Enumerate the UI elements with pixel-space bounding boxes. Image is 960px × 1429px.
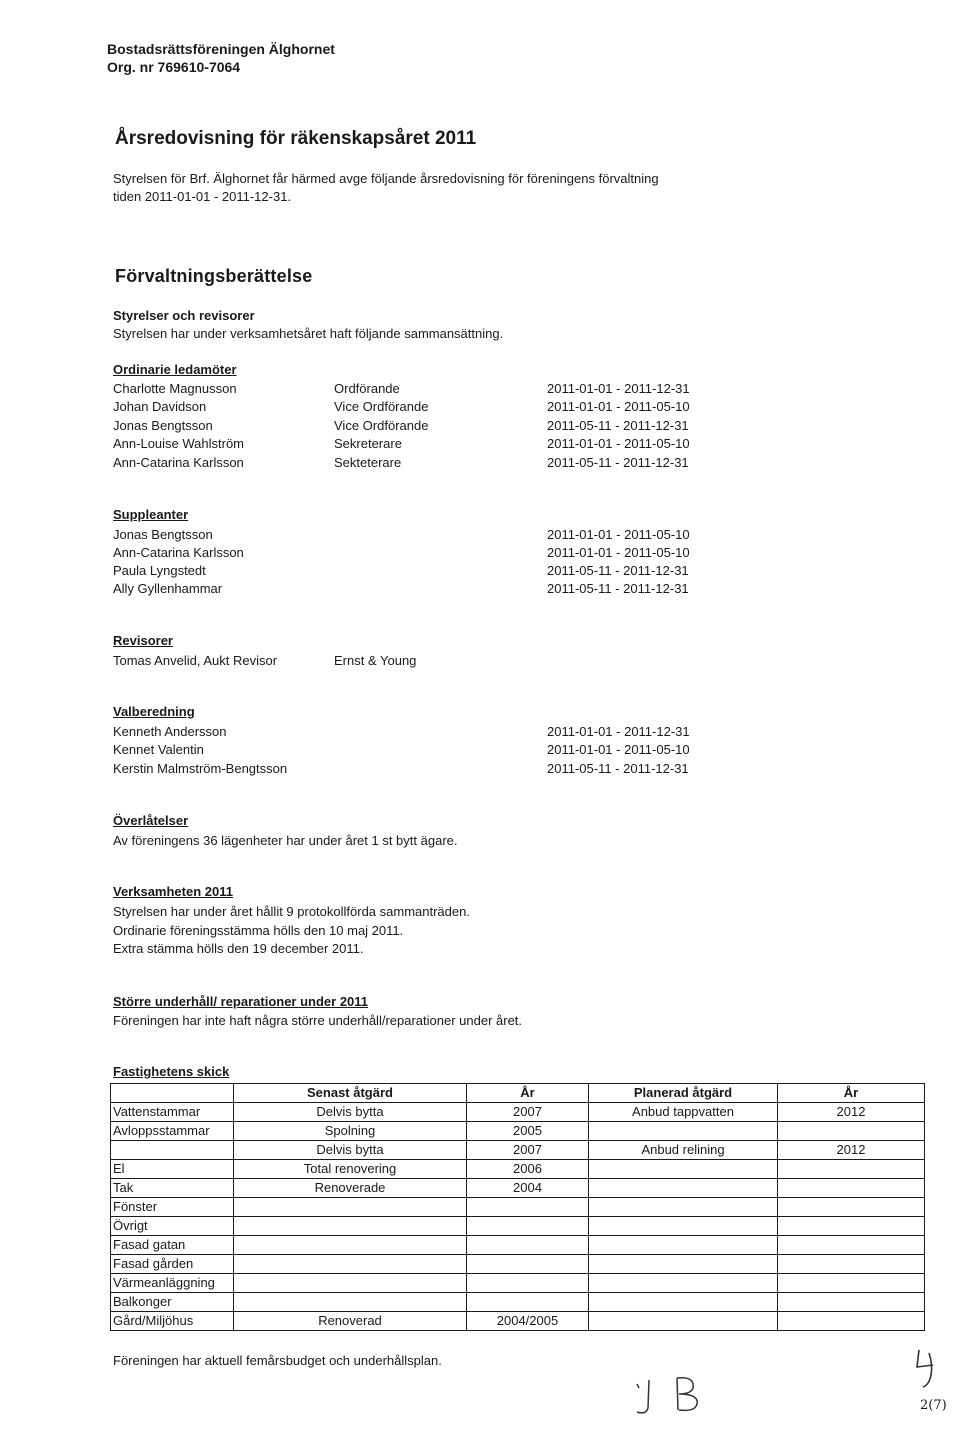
- member-period: 2011-01-01 - 2011-05-10: [547, 527, 690, 542]
- table-cell: Anbud relining: [589, 1141, 778, 1160]
- member-period: 2011-01-01 - 2011-05-10: [547, 399, 690, 414]
- fastighet-table: [110, 1083, 925, 1331]
- member-period: 2011-01-01 - 2011-12-31: [547, 724, 690, 739]
- table-cell: [589, 1274, 778, 1293]
- table-cell: [589, 1179, 778, 1198]
- org-name: Bostadsrättsföreningen Älghornet: [107, 41, 335, 57]
- table-cell: Gård/Miljöhus: [111, 1312, 234, 1331]
- member-period: 2011-01-01 - 2011-12-31: [547, 381, 690, 396]
- org-number: Org. nr 769610-7064: [107, 59, 241, 75]
- table-cell: [234, 1293, 467, 1312]
- member-period: 2011-01-01 - 2011-05-10: [547, 436, 690, 451]
- table-row: [111, 1103, 925, 1122]
- table-cell: Fasad gatan: [111, 1236, 234, 1255]
- column-header: År: [778, 1084, 925, 1103]
- table-cell: [467, 1217, 589, 1236]
- member-role: Ordförande: [334, 381, 400, 396]
- table-row: [111, 1179, 925, 1198]
- overlatelser-text: Av föreningens 36 lägenheter har under året 1 st bytt ägare.: [113, 833, 458, 848]
- column-header: Planerad åtgärd: [589, 1084, 778, 1103]
- table-cell: [111, 1141, 234, 1160]
- table-row: [111, 1255, 925, 1274]
- table-cell: [467, 1236, 589, 1255]
- member-role: Vice Ordförande: [334, 418, 429, 433]
- revisorer-heading: Revisorer: [113, 633, 173, 648]
- table-cell: Total renovering: [234, 1160, 467, 1179]
- table-cell: [467, 1198, 589, 1217]
- table-cell: Balkonger: [111, 1293, 234, 1312]
- member-period: 2011-05-11 - 2011-12-31: [547, 418, 689, 433]
- table-cell: [589, 1293, 778, 1312]
- table-cell: [778, 1293, 925, 1312]
- table-cell: Fasad gården: [111, 1255, 234, 1274]
- member-name: Ann-Catarina Karlsson: [113, 545, 244, 560]
- styrelser-heading: Styrelser och revisorer: [113, 308, 255, 323]
- table-cell: 2007: [467, 1141, 589, 1160]
- table-row: [111, 1198, 925, 1217]
- member-period: 2011-01-01 - 2011-05-10: [547, 742, 690, 757]
- table-cell: [234, 1217, 467, 1236]
- table-row: [111, 1141, 925, 1160]
- member-role: Sekreterare: [334, 436, 402, 451]
- table-cell: Spolning: [234, 1122, 467, 1141]
- table-cell: 2007: [467, 1103, 589, 1122]
- verksamheten-line: Styrelsen har under året hållit 9 protokollförda sammanträden.: [113, 904, 470, 919]
- underhall-text: Föreningen har inte haft några större underhåll/reparationer under året.: [113, 1013, 523, 1028]
- table-cell: [778, 1179, 925, 1198]
- member-period: 2011-05-11 - 2011-12-31: [547, 761, 689, 776]
- member-name: Kenneth Andersson: [113, 724, 227, 739]
- table-cell: [234, 1236, 467, 1255]
- member-name: Paula Lyngstedt: [113, 563, 206, 578]
- table-cell: Fönster: [111, 1198, 234, 1217]
- table-cell: [467, 1255, 589, 1274]
- forvaltning-heading: Förvaltningsberättelse: [115, 266, 313, 286]
- table-cell: [467, 1274, 589, 1293]
- verksamheten-line: Ordinarie föreningsstämma hölls den 10 maj 2011.: [113, 923, 404, 938]
- table-cell: [234, 1198, 467, 1217]
- table-row: [111, 1122, 925, 1141]
- table-cell: [778, 1217, 925, 1236]
- member-period: 2011-01-01 - 2011-05-10: [547, 545, 690, 560]
- ordinarie-heading: Ordinarie ledamöter: [113, 362, 237, 377]
- member-name: Ann-Louise Wahlström: [113, 436, 245, 451]
- table-row: [111, 1160, 925, 1179]
- table-row: [111, 1312, 925, 1331]
- table-cell: [589, 1236, 778, 1255]
- fastighet-heading: Fastighetens skick: [113, 1064, 230, 1079]
- member-name: Jonas Bengtsson: [113, 527, 213, 542]
- member-period: 2011-05-11 - 2011-12-31: [547, 455, 689, 470]
- column-header: År: [467, 1084, 589, 1103]
- member-period: 2011-05-11 - 2011-12-31: [547, 581, 689, 596]
- table-cell: [589, 1312, 778, 1331]
- page-number: 2(7): [920, 1398, 947, 1413]
- table-cell: 2012: [778, 1141, 925, 1160]
- table-cell: [778, 1122, 925, 1141]
- initials-signature: [615, 1370, 725, 1420]
- table-cell: 2006: [467, 1160, 589, 1179]
- table-cell: [589, 1255, 778, 1274]
- table-cell: Delvis bytta: [234, 1141, 467, 1160]
- table-cell: Avloppsstammar: [111, 1122, 234, 1141]
- footer-text: Föreningen har aktuell femårsbudget och underhållsplan.: [113, 1353, 442, 1368]
- table-cell: 2004/2005: [467, 1312, 589, 1331]
- document-title: Årsredovisning för räkenskapsåret 2011: [115, 128, 477, 149]
- verksamheten-line: Extra stämma hölls den 19 december 2011.: [113, 941, 364, 956]
- table-cell: [589, 1160, 778, 1179]
- member-name: Ann-Catarina Karlsson: [113, 455, 244, 470]
- table-row: [111, 1293, 925, 1312]
- table-row: [111, 1274, 925, 1293]
- member-role: Sekteterare: [334, 455, 402, 470]
- member-name: Johan Davidson: [113, 399, 207, 414]
- table-cell: [589, 1122, 778, 1141]
- table-cell: Övrigt: [111, 1217, 234, 1236]
- intro-line-1: Styrelsen för Brf. Älghornet får härmed avge följande årsredovisning för föreningens förvaltning: [113, 171, 659, 186]
- underhall-heading: Större underhåll/ reparationer under 2011: [113, 994, 369, 1009]
- valberedning-heading: Valberedning: [113, 704, 195, 719]
- table-cell: Delvis bytta: [234, 1103, 467, 1122]
- member-name: Jonas Bengtsson: [113, 418, 213, 433]
- member-name: Ally Gyllenhammar: [113, 581, 223, 596]
- member-name: Kennet Valentin: [113, 742, 204, 757]
- overlatelser-heading: Överlåtelser: [113, 813, 189, 828]
- table-cell: [778, 1160, 925, 1179]
- column-header: [111, 1084, 234, 1103]
- table-cell: [234, 1274, 467, 1293]
- table-cell: [778, 1236, 925, 1255]
- table-cell: [589, 1217, 778, 1236]
- table-cell: Renoverade: [234, 1179, 467, 1198]
- table-cell: Tak: [111, 1179, 234, 1198]
- table-cell: Renoverad: [234, 1312, 467, 1331]
- member-name: Kerstin Malmström-Bengtsson: [113, 761, 288, 776]
- table-row: [111, 1236, 925, 1255]
- table-cell: Anbud tappvatten: [589, 1103, 778, 1122]
- table-cell: [589, 1198, 778, 1217]
- initial-signature: [905, 1345, 945, 1390]
- table-cell: [778, 1198, 925, 1217]
- intro-line-2: tiden 2011-01-01 - 2011-12-31.: [113, 189, 292, 204]
- revisor-firm: Ernst & Young: [334, 653, 417, 668]
- table-cell: El: [111, 1160, 234, 1179]
- suppleanter-heading: Suppleanter: [113, 507, 189, 522]
- table-cell: [778, 1255, 925, 1274]
- table-cell: 2012: [778, 1103, 925, 1122]
- table-cell: [234, 1255, 467, 1274]
- styrelser-text: Styrelsen har under verksamhetsåret haft följande sammansättning.: [113, 326, 504, 341]
- column-header: Senast åtgärd: [234, 1084, 467, 1103]
- member-name: Charlotte Magnusson: [113, 381, 237, 396]
- table-cell: [467, 1293, 589, 1312]
- table-row: [111, 1217, 925, 1236]
- table-cell: Värmeanläggning: [111, 1274, 234, 1293]
- member-role: Vice Ordförande: [334, 399, 429, 414]
- table-cell: 2005: [467, 1122, 589, 1141]
- member-period: 2011-05-11 - 2011-12-31: [547, 563, 689, 578]
- verksamheten-heading: Verksamheten 2011: [113, 884, 233, 899]
- table-cell: [778, 1274, 925, 1293]
- table-header-row: [111, 1084, 925, 1103]
- table-cell: 2004: [467, 1179, 589, 1198]
- revisor-name: Tomas Anvelid, Aukt Revisor: [113, 653, 278, 668]
- table-cell: [778, 1312, 925, 1331]
- table-cell: Vattenstammar: [111, 1103, 234, 1122]
